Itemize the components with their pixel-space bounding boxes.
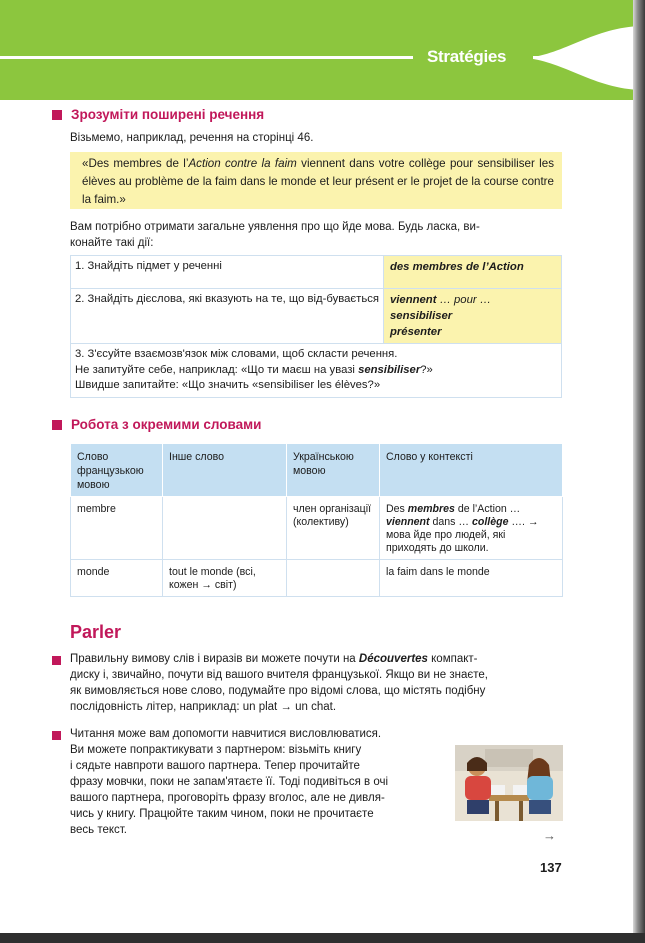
strategies-label: Stratégies: [427, 47, 507, 66]
paragraph-line: Читання може вам допомогти навчитися висловлюватися.: [70, 728, 382, 740]
answer-verb: sensibiliser: [390, 310, 453, 322]
text-emphasis: Découvertes: [358, 653, 428, 665]
task-line: конайте такі дії:: [70, 237, 154, 249]
ctx-part: dans …: [429, 516, 472, 528]
paragraph-line: як вимовляється нове слово, подумайте про відомі слова, що містять подібну: [70, 685, 486, 697]
cell-word: monde: [71, 560, 163, 597]
column-header: Українською мовою: [287, 444, 380, 497]
students-photo: [455, 745, 563, 821]
vocabulary-table: [70, 443, 563, 597]
paragraph-line: чись у книгу. Працюйте таким чином, поки не прочитаєте: [70, 808, 374, 820]
section-title: Робота з окремими словами: [71, 417, 262, 432]
ctx-emphasis: viennent: [386, 516, 430, 528]
ctx-part: …. → мова йде про людей, які приходять до школи.: [386, 516, 539, 554]
bullet-square-icon: [52, 656, 61, 665]
cell-context: [380, 497, 563, 560]
section-square-icon: [52, 420, 62, 430]
steps-row: [71, 289, 561, 344]
paragraph-line: послідовність літер, наприклад: un plat → un chat.: [70, 701, 337, 713]
column-header: Інше слово: [163, 444, 287, 497]
steps-row: [71, 256, 561, 289]
section-title: Зрозуміти поширені речення: [71, 107, 265, 122]
cell-ukr: член організації (колективу): [287, 497, 380, 560]
paragraph-line: вашого партнера, проговоріть фразу вголос, але не дивля-: [70, 792, 385, 804]
quote-box: [70, 152, 562, 209]
answer-rest: … pour …: [436, 294, 492, 306]
step-answer: des membres de l’Action: [384, 256, 561, 288]
step-emphasis: sensibiliser: [358, 363, 421, 376]
quote-part: viennent dans votre collège pour sensibiliser les élèves au problème de la faim dans le monde et leur présent er le projet de la course contre la faim.»: [82, 157, 554, 206]
ctx-part: Des: [386, 503, 408, 515]
next-arrow-icon: →: [543, 828, 556, 843]
header-decoration: [520, 26, 633, 90]
table-row: [71, 497, 563, 560]
bullet-square-icon: [52, 731, 61, 740]
table-row: [71, 560, 563, 597]
intro-text: Візьмемо, наприклад, речення на сторінці 46.: [70, 132, 314, 144]
paragraph-line: [70, 651, 478, 667]
section-heading-words: [52, 417, 261, 432]
step-line: ?»: [420, 363, 433, 376]
book-spine-shadow: [633, 0, 645, 943]
cell-other: tout le monde (всі, кожен → світ): [163, 560, 287, 597]
text-part: Правильну вимову слів і виразів ви можете почути на: [70, 653, 359, 665]
column-header: Слово французькою мовою: [71, 444, 163, 497]
step-line: 3. З'єсуйте взаємозв'язок між словами, щоб скласти речення.: [75, 348, 398, 360]
steps-table: [70, 255, 562, 398]
page-number: 137: [540, 860, 562, 875]
paragraph-line: і сядьте навпроти вашого партнера. Тепер прочитайте: [70, 760, 360, 772]
table-header-row: [71, 444, 563, 497]
step-line: Не запитуйте себе, наприклад: «Що ти маєш на увазі: [75, 363, 359, 376]
parler-heading: Parler: [70, 622, 122, 642]
answer-verb: présenter: [390, 326, 442, 338]
paragraph-line: диску і, звичайно, почути від вашого вчителя французької. Якщо ви не знаєте,: [70, 669, 488, 681]
step-full-text: [71, 344, 437, 397]
answer-verb: viennent: [390, 294, 437, 306]
step-answer: [384, 289, 561, 343]
paragraph-line: весь текст.: [70, 824, 127, 836]
ctx-emphasis: collège: [471, 516, 509, 528]
ctx-part: de l’Action …: [454, 503, 521, 515]
ctx-emphasis: membres: [407, 503, 455, 515]
step-text: 2. Знайдіть дієслова, які вказують на те, що від-бувається: [71, 289, 384, 343]
cell-context: la faim dans le monde: [380, 560, 563, 597]
bottom-scan-edge: [0, 933, 645, 943]
column-header: Слово у контексті: [380, 444, 563, 497]
step-text: 1. Знайдіть підмет у реченні: [71, 256, 384, 288]
step-line: Швидше запитайте: «Що значить «sensibiliser les élèves?»: [75, 379, 381, 391]
task-line: Вам потрібно отримати загальне уявлення про що йде мова. Будь ласка, ви-: [70, 221, 480, 233]
cell-ukr: [287, 560, 380, 597]
text-part: компакт-: [427, 653, 478, 665]
quote-part: «Des membres de l’: [82, 157, 189, 170]
section-heading-understand: [52, 107, 264, 122]
cell-word: membre: [71, 497, 163, 560]
section-square-icon: [52, 110, 62, 120]
paragraph-line: Ви можете попрактикувати з партнером: візьміть книгу: [70, 744, 362, 756]
steps-row: [71, 344, 561, 397]
quote-italic: Action contre la faim: [188, 157, 297, 170]
paragraph-line: фразу мовчки, поки не запам'ятаєте її. Тоді подивіться в очі: [70, 776, 389, 788]
cell-other: [163, 497, 287, 560]
